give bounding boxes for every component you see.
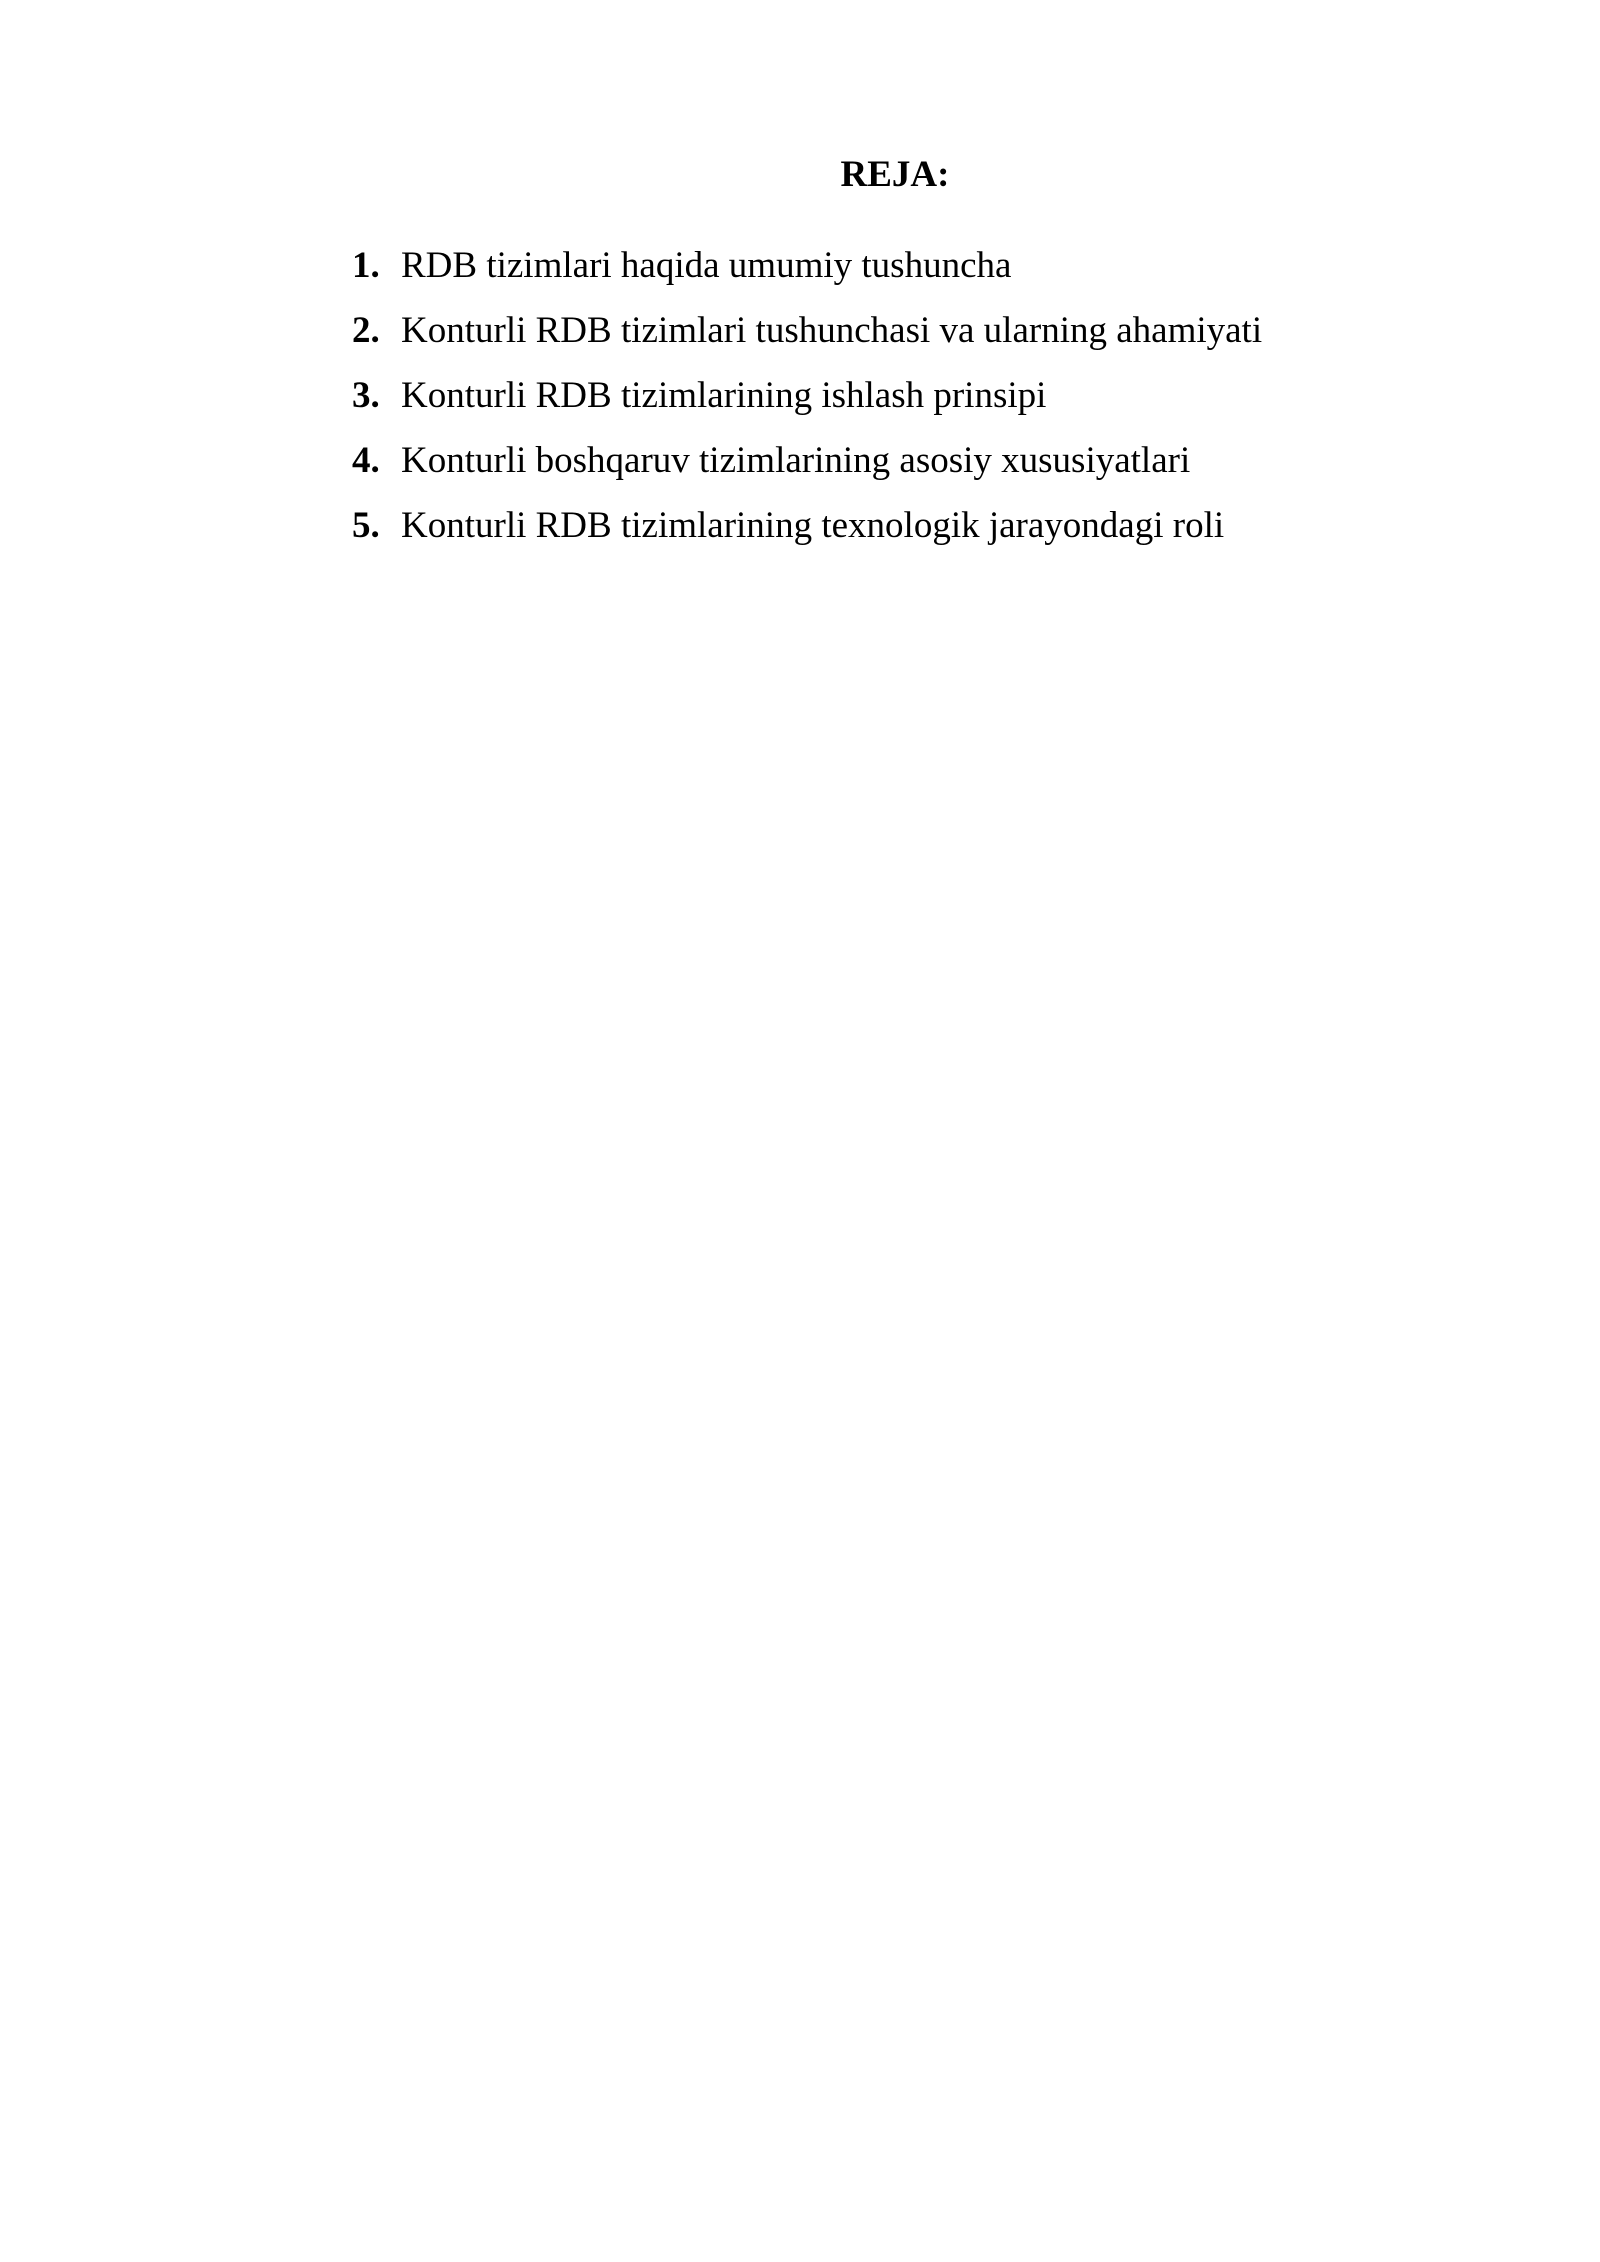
list-item-text: Konturli RDB tizimlarining ishlash prinsipi (401, 375, 1047, 416)
list-item (352, 240, 1262, 305)
page-title: REJA: (840, 154, 950, 195)
list-item-number: 2. (352, 310, 380, 351)
list-item-text: RDB tizimlari haqida umumiy tushuncha (401, 245, 1012, 286)
list-item-text: Konturli RDB tizimlari tushunchasi va ularning ahamiyati (401, 310, 1263, 351)
list-item-number: 3. (352, 375, 380, 416)
list-item (352, 370, 1262, 435)
plan-list (352, 240, 1262, 565)
list-item-number: 1. (352, 245, 380, 286)
list-item-number: 5. (352, 505, 380, 546)
list-item-text: Konturli boshqaruv tizimlarining asosiy xususiyatlari (401, 440, 1191, 481)
list-item-number: 4. (352, 440, 380, 481)
list-item-text: Konturli RDB tizimlarining texnologik jarayondagi roli (401, 505, 1225, 546)
list-item (352, 305, 1262, 370)
list-item (352, 500, 1262, 565)
list-item (352, 435, 1262, 500)
